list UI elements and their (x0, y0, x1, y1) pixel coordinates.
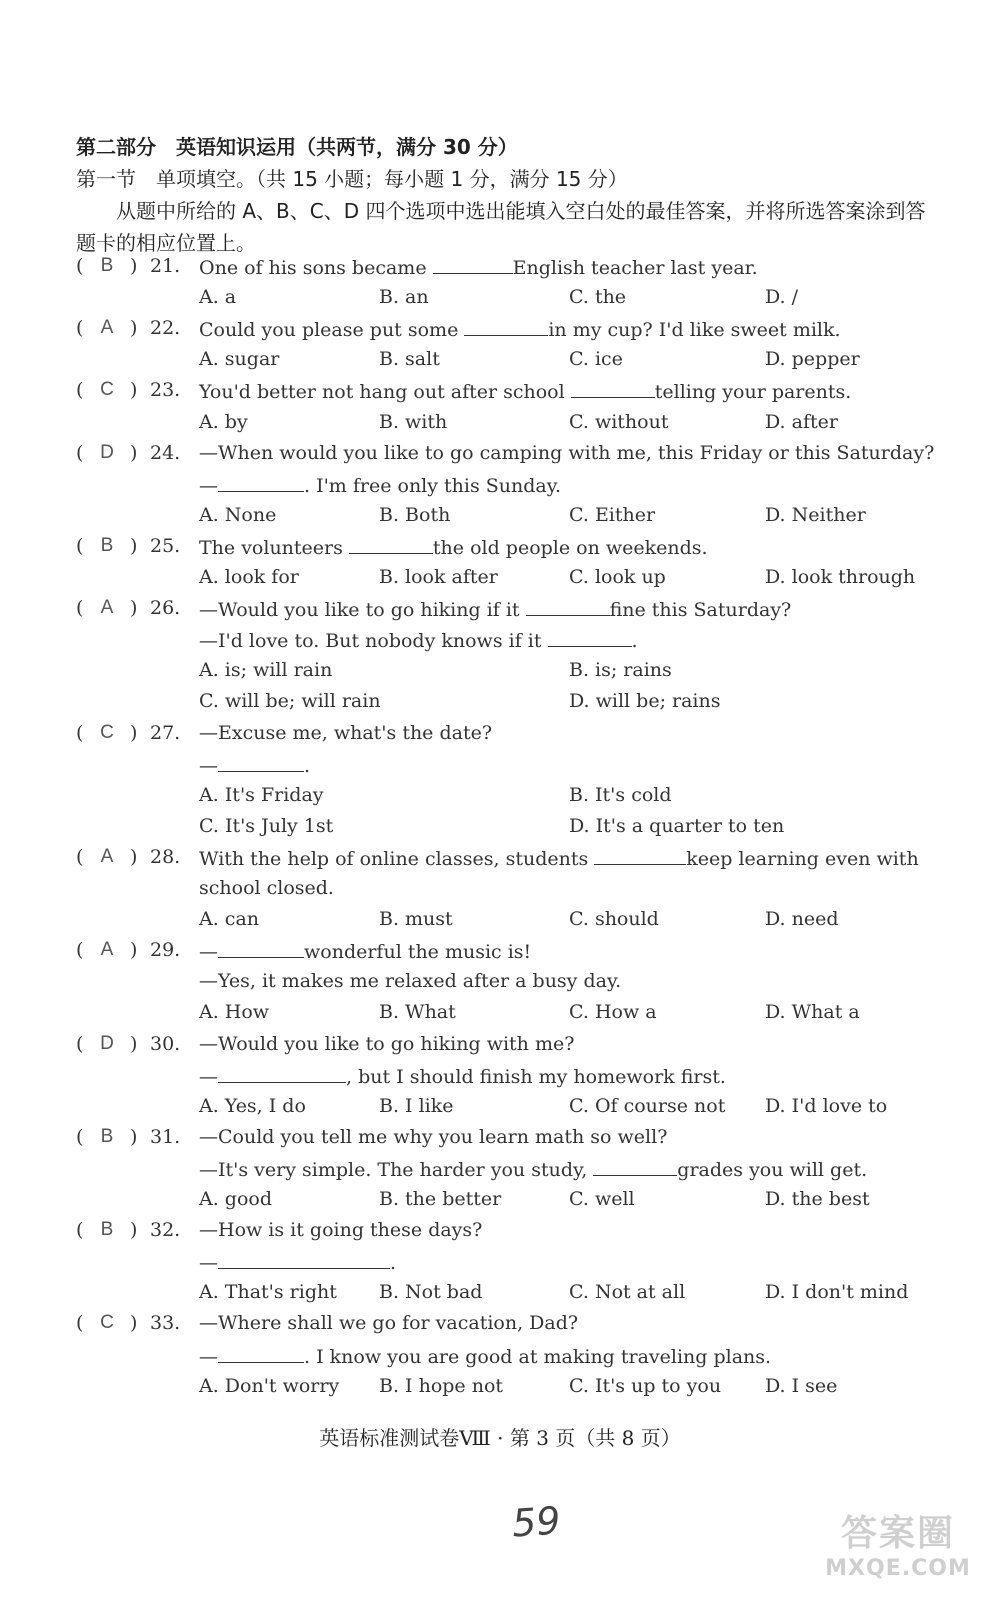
option-a: A. by (199, 410, 248, 433)
option-a: A. good (199, 1188, 273, 1210)
stem-text: —Could you tell me why you learn math so well? (199, 1125, 668, 1148)
option-a: A. sugar (199, 348, 280, 371)
left-paren: ( (76, 845, 84, 868)
question-line (0, 1281, 1000, 1309)
left-paren: ( (76, 939, 84, 962)
option-b: B. is; rains (569, 659, 672, 682)
question-number: 22. (150, 317, 181, 340)
watermark-url: MXQE.COM (825, 1556, 971, 1581)
question-line (0, 690, 1000, 718)
section-title: 第一节 单项填空。（共 15 小题；每小题 1 分，满分 15 分） (76, 167, 628, 191)
left-paren: ( (76, 317, 84, 340)
left-paren: ( (76, 379, 84, 402)
right-paren: ) (130, 845, 138, 868)
left-paren: ( (76, 1312, 84, 1335)
question-number: 24. (150, 441, 181, 464)
right-paren: ) (130, 534, 138, 557)
answer-blank (593, 1157, 677, 1176)
option-a: A. is; will rain (199, 659, 333, 682)
question-number: 33. (150, 1312, 181, 1335)
question-line (0, 411, 1000, 439)
question-line (0, 286, 1000, 314)
answer-mark: D (100, 1032, 114, 1054)
question-stem (199, 722, 492, 744)
right-paren: ) (130, 379, 138, 402)
question-line (0, 1001, 1000, 1029)
stem-text: —Would you like to go hiking with me? (199, 1032, 575, 1055)
left-paren: ( (76, 597, 84, 620)
stem-text: —I'd love to. But nobody knows if it (199, 630, 548, 653)
stem-text: — (199, 1252, 218, 1275)
stem-text: keep learning even with (686, 847, 919, 870)
question-stem (199, 535, 708, 559)
question-line (0, 1344, 1000, 1372)
question-line (0, 1033, 1000, 1061)
option-b: B. with (379, 410, 448, 433)
stem-text: telling your parents. (654, 381, 852, 404)
question-line (0, 908, 1000, 936)
question-stem (199, 1033, 574, 1055)
option-d: D. I'd love to (765, 1094, 888, 1117)
option-c: C. ice (569, 348, 623, 371)
right-paren: ) (130, 1125, 138, 1148)
right-paren: ) (130, 1219, 138, 1242)
left-paren: ( (76, 1219, 84, 1242)
option-d: D. pepper (765, 348, 860, 371)
question-line (0, 535, 1000, 563)
question-line (0, 1157, 1000, 1185)
question-number: 27. (150, 721, 181, 744)
question-line (0, 815, 1000, 843)
left-paren: ( (76, 1032, 84, 1055)
question-continuation (199, 1157, 867, 1181)
answer-blank (464, 317, 548, 336)
stem-text: grades you will get. (677, 1158, 868, 1181)
watermark-logo-text: 答案圈 (840, 1513, 955, 1554)
left-paren: ( (76, 441, 84, 464)
question-number: 26. (150, 597, 181, 620)
option-c: C. should (569, 908, 659, 931)
answer-blank (218, 1344, 304, 1363)
option-b: B. must (379, 908, 453, 931)
question-line (0, 1064, 1000, 1092)
option-a: A. Don't worry (199, 1374, 340, 1397)
question-continuation (199, 628, 638, 652)
answer-blank (218, 939, 304, 958)
stem-text: fine this Saturday? (609, 599, 792, 622)
option-a: A. Yes, I do (199, 1094, 306, 1117)
question-continuation (199, 1344, 771, 1368)
question-line (0, 877, 1000, 905)
question-stem (199, 442, 934, 464)
option-d: D. after (765, 410, 838, 433)
question-line (0, 504, 1000, 532)
answer-mark: C (100, 721, 114, 743)
stem-text: — (199, 474, 218, 497)
question-number: 30. (150, 1032, 181, 1055)
question-line (0, 1250, 1000, 1278)
question-stem (199, 597, 791, 621)
answer-blank (218, 473, 304, 492)
answer-mark: A (100, 845, 114, 867)
question-line (0, 628, 1000, 656)
part-title: 第二部分 英语知识运用（共两节，满分 30 分） (76, 135, 518, 159)
answer-mark: B (100, 1219, 114, 1241)
left-paren: ( (76, 721, 84, 744)
option-c: C. Of course not (569, 1094, 726, 1117)
question-stem (199, 317, 841, 341)
option-a: A. None (199, 503, 277, 526)
option-b: B. Not bad (379, 1281, 483, 1304)
answer-blank (433, 255, 513, 274)
option-d: D. the best (765, 1188, 870, 1210)
option-b: B. Both (379, 503, 451, 526)
question-line (0, 1126, 1000, 1154)
question-continuation (199, 473, 561, 497)
right-paren: ) (130, 1032, 138, 1055)
question-line (0, 1219, 1000, 1247)
right-paren: ) (130, 597, 138, 620)
question-number: 32. (150, 1219, 181, 1242)
question-number: 25. (150, 534, 181, 557)
answer-blank (594, 846, 686, 865)
question-line (0, 442, 1000, 470)
answer-mark: D (100, 441, 114, 463)
question-number: 31. (150, 1125, 181, 1148)
option-d: D. I don't mind (765, 1281, 909, 1304)
question-line (0, 970, 1000, 998)
answer-blank (218, 1250, 390, 1269)
option-c: C. It's July 1st (199, 814, 334, 837)
option-a: A. How (199, 1001, 270, 1024)
stem-text: — (199, 1345, 218, 1368)
question-stem (199, 1219, 482, 1241)
option-d: D. will be; rains (569, 690, 721, 713)
option-c: C. How a (569, 1001, 657, 1024)
left-paren: ( (76, 255, 84, 277)
option-a: A. That's right (199, 1281, 337, 1304)
stem-text: . I'm free only this Sunday. (304, 474, 562, 497)
option-b: B. What (379, 1001, 456, 1024)
question-stem (199, 846, 919, 870)
option-b: B. look after (379, 566, 498, 588)
option-d: D. Neither (765, 503, 866, 526)
question-line (0, 1188, 1000, 1216)
right-paren: ) (130, 255, 138, 277)
answer-blank (218, 1064, 346, 1083)
option-a: A. can (199, 908, 260, 931)
question-number: 23. (150, 379, 181, 402)
option-b: B. the better (379, 1188, 502, 1210)
question-continuation (199, 877, 334, 899)
question-line (0, 659, 1000, 687)
option-a: A. look for (199, 566, 299, 588)
stem-text: —It's very simple. The harder you study, (199, 1158, 594, 1181)
option-b: B. salt (379, 348, 440, 371)
answer-mark: C (100, 379, 114, 401)
option-b: B. I like (379, 1094, 454, 1117)
option-b: B. It's cold (569, 783, 672, 806)
question-line (0, 1095, 1000, 1123)
question-line (0, 317, 1000, 345)
question-line (0, 939, 1000, 967)
answer-mark: A (100, 317, 114, 339)
stem-text: — (199, 941, 218, 964)
right-paren: ) (130, 317, 138, 340)
question-line (0, 255, 1000, 283)
stem-text: —How is it going these days? (199, 1219, 483, 1242)
stem-text: You'd better not hang out after school (199, 381, 571, 404)
option-d: D. / (765, 286, 799, 309)
stem-text: The volunteers (199, 536, 349, 559)
question-line (0, 348, 1000, 376)
left-paren: ( (76, 534, 84, 557)
stem-text: . (390, 1252, 397, 1275)
question-number: 21. (150, 255, 181, 277)
question-stem (199, 939, 531, 963)
question-number: 28. (150, 845, 181, 868)
instructions: 从题中所给的 A、B、C、D 四个选项中选出能填入空白处的最佳答案，并将所选答案涂到答题卡的相应位置上。 (76, 199, 926, 255)
stem-text: in my cup? I'd like sweet milk. (548, 319, 841, 342)
question-continuation (199, 970, 621, 992)
option-c: C. the (569, 286, 627, 309)
answer-blank (349, 535, 433, 554)
question-line (0, 597, 1000, 625)
option-a: A. a (199, 286, 237, 309)
question-stem (199, 255, 758, 279)
stem-text: the old people on weekends. (432, 536, 708, 559)
site-watermark (812, 1505, 984, 1595)
question-line (0, 473, 1000, 501)
question-line (0, 722, 1000, 750)
option-c: C. well (569, 1188, 635, 1210)
right-paren: ) (130, 721, 138, 744)
option-d: D. It's a quarter to ten (569, 814, 785, 837)
answer-blank (218, 753, 304, 772)
option-a: A. It's Friday (199, 783, 324, 806)
question-line (0, 753, 1000, 781)
question-stem (199, 1126, 667, 1148)
question-stem (199, 379, 851, 403)
stem-text: With the help of online classes, students (199, 847, 595, 870)
question-line (0, 846, 1000, 874)
option-d: D. What a (765, 1001, 860, 1024)
option-c: C. look up (569, 566, 666, 588)
stem-text: English teacher last year. (512, 257, 758, 279)
answer-mark: A (100, 939, 114, 961)
stem-text: — (199, 1065, 218, 1088)
right-paren: ) (130, 939, 138, 962)
question-line (0, 566, 1000, 594)
option-d: D. need (765, 908, 839, 931)
question-stem (199, 1312, 578, 1334)
handwritten-page-number: 59 (510, 1498, 562, 1546)
stem-text: . (631, 630, 638, 653)
stem-text: —Where shall we go for vacation, Dad? (199, 1312, 579, 1335)
question-line (0, 379, 1000, 407)
stem-text: . (304, 754, 311, 777)
stem-text: —Excuse me, what's the date? (199, 721, 493, 744)
question-continuation (199, 1250, 396, 1274)
answer-blank (571, 379, 655, 398)
option-d: D. I see (765, 1374, 838, 1397)
question-line (0, 1375, 1000, 1403)
stem-text: —Yes, it makes me relaxed after a busy day. (199, 970, 622, 993)
stem-text: wonderful the music is! (304, 941, 532, 964)
answer-blank (548, 628, 632, 647)
question-continuation (199, 1064, 726, 1088)
option-c: C. Not at all (569, 1281, 686, 1304)
stem-text: —When would you like to go camping with me, this Friday or this Saturday? (199, 441, 935, 464)
option-b: B. an (379, 286, 429, 309)
answer-mark: B (100, 255, 114, 276)
page-footer: 英语标准测试卷Ⅷ · 第 3 页（共 8 页） (319, 1426, 681, 1450)
stem-text: school closed. (199, 877, 334, 899)
stem-text: — (199, 754, 218, 777)
stem-text: —Would you like to go hiking if it (199, 599, 526, 622)
option-c: C. Either (569, 503, 656, 526)
answer-blank (526, 597, 610, 616)
question-continuation (199, 753, 310, 777)
stem-text: Could you please put some (199, 319, 465, 342)
right-paren: ) (130, 1312, 138, 1335)
answer-mark: C (100, 1312, 114, 1334)
option-c: C. will be; will rain (199, 690, 381, 713)
answer-mark: A (100, 597, 114, 619)
answer-mark: B (100, 534, 114, 556)
question-line (0, 784, 1000, 812)
option-b: B. I hope not (379, 1374, 504, 1397)
left-paren: ( (76, 1125, 84, 1148)
option-c: C. without (569, 410, 669, 433)
stem-text: , but I should finish my homework first. (346, 1065, 726, 1088)
option-c: C. It's up to you (569, 1374, 722, 1397)
stem-text: . I know you are good at making traveling plans. (304, 1345, 772, 1368)
option-d: D. look through (765, 566, 916, 588)
right-paren: ) (130, 441, 138, 464)
answer-mark: B (100, 1125, 114, 1147)
question-number: 29. (150, 939, 181, 962)
question-line (0, 1312, 1000, 1340)
stem-text: One of his sons became (199, 257, 433, 279)
